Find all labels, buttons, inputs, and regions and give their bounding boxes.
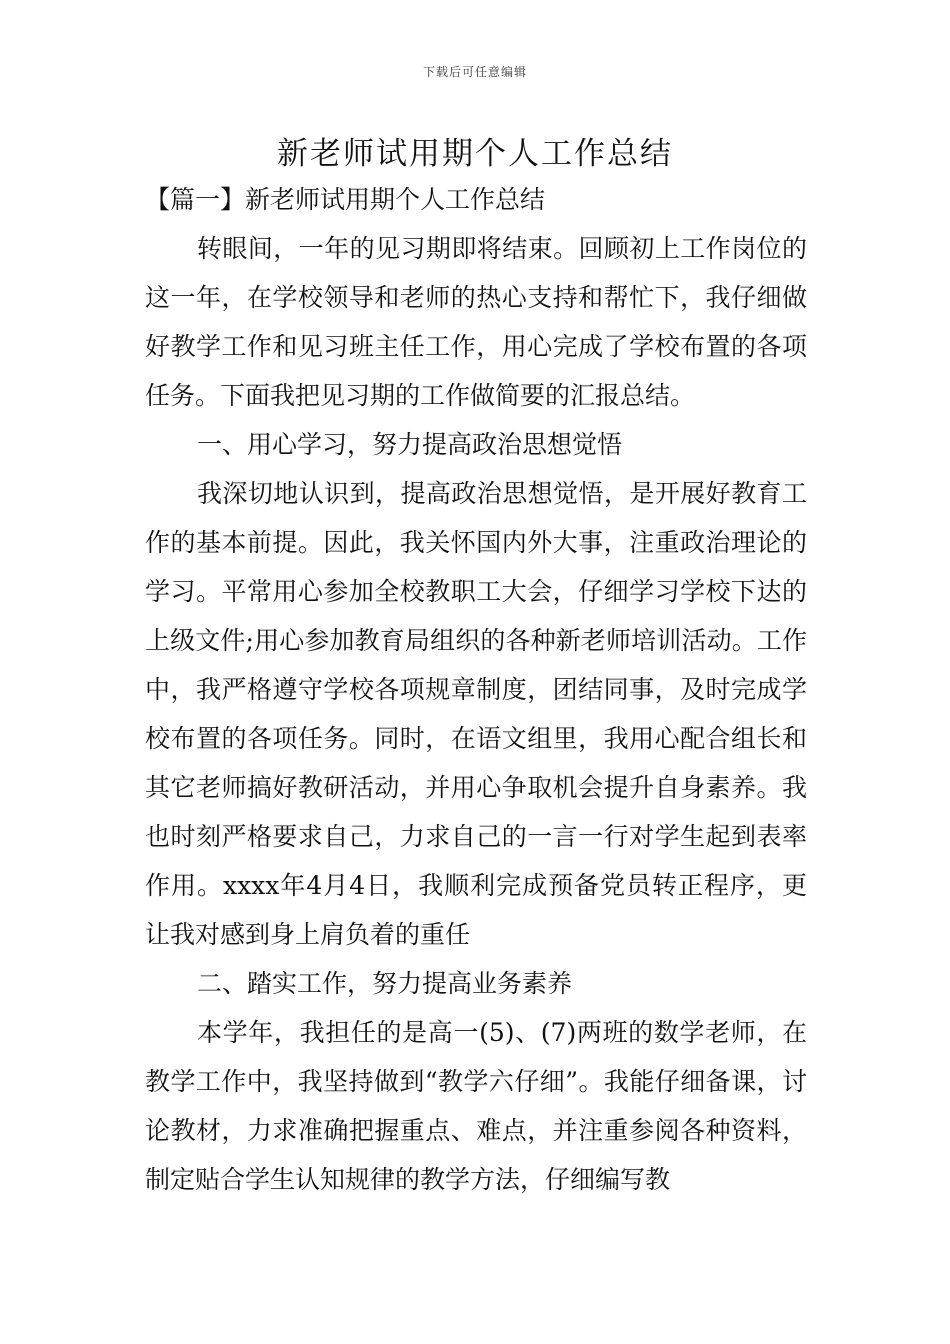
paragraph-intro: 转眼间，一年的见习期即将结束。回顾初上工作岗位的这一年，在学校领导和老师的热心支持和帮忙下，我仔细做好教学工作和见习班主任工作，用心完成了学校布置的各项任务。下面我把见习期的工作做简要的汇报总结。	[145, 234, 807, 410]
part-heading: 【篇一】新老师试用期个人工作总结	[145, 185, 546, 214]
page-header-note: 下载后可任意编辑	[422, 65, 527, 79]
paragraph-section-1: 我深切地认识到，提高政治思想觉悟，是开展好教育工作的基本前提。因此，我关怀国内外大事，注重政治理论的学习。平常用心参加全校教职工大会，仔细学习学校下达的上级文件;用心参加教育局组织的各种新老师培训活动。工作中，我严格遵守学校各项规章制度，团结同事，及时完成学校布置的各项任务。同时，在语文组里，我用心配合组长和其它老师搞好教研活动，并用心争取机会提升自身素养。我也时刻严格要求自己，力求自己的一言一行对学生起到表率作用。xxxx年4月4日，我顺利完成预备党员转正程序，更让我对感到身上肩负着的重任	[145, 479, 807, 949]
body-text	[145, 224, 807, 1204]
paragraph-section-2: 本学年，我担任的是高一(5)、(7)两班的数学老师，在教学工作中，我坚持做到“教学六仔细”。我能仔细备课，讨论教材，力求准确把握重点、难点，并注重参阅各种资料，制定贴合学生认知规律的教学方法，仔细编写教	[145, 1018, 807, 1194]
section-heading-2: 二、踏实工作，努力提高业务素养	[197, 969, 573, 998]
section-heading-1: 一、用心学习，努力提高政治思想觉悟	[197, 430, 623, 459]
document-title: 新老师试用期个人工作总结	[277, 136, 673, 172]
